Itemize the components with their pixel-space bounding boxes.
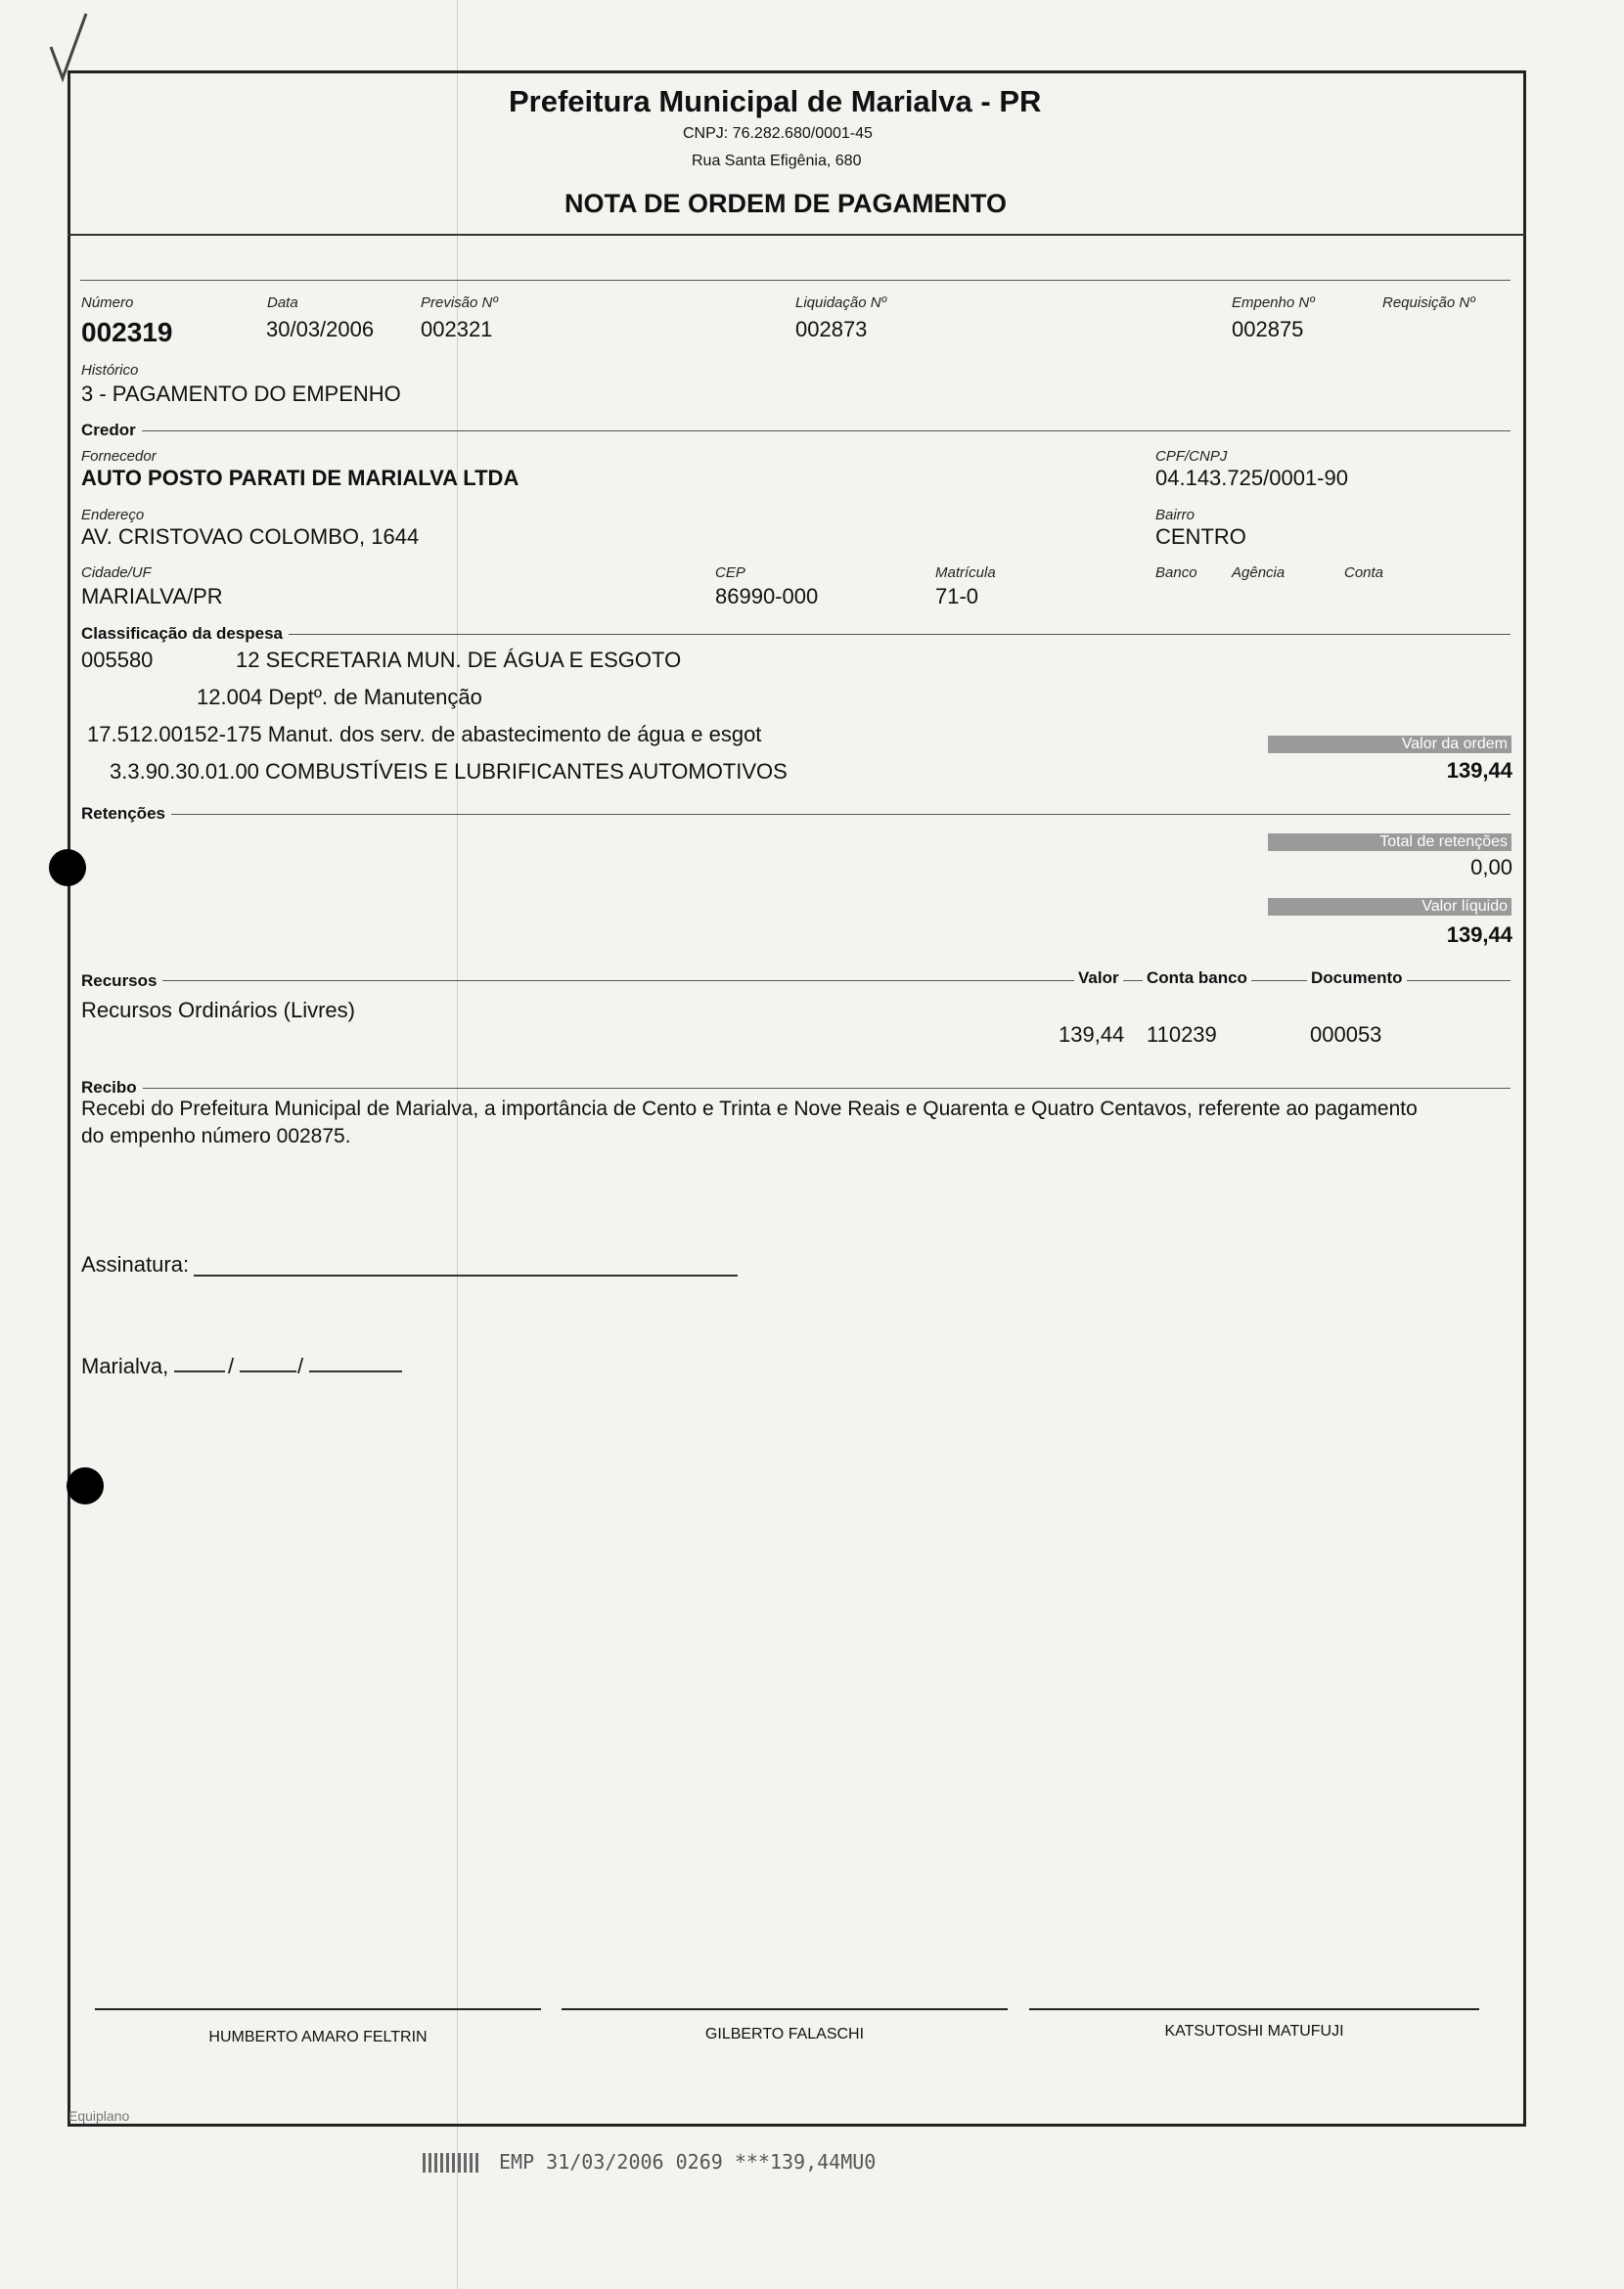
signature-name-3: KATSUTOSHI MATUFUJI bbox=[1164, 2023, 1344, 2040]
liquidacao-value: 002873 bbox=[795, 317, 868, 341]
classificacao-line bbox=[81, 634, 1511, 635]
classificacao-line2: 12.004 Deptº. de Manutenção bbox=[197, 685, 482, 709]
data-label: Data bbox=[267, 294, 298, 311]
empenho-label: Empenho Nº bbox=[1232, 294, 1315, 311]
signature-line-3 bbox=[1029, 2008, 1479, 2010]
stamp-barcode-icon bbox=[423, 2153, 481, 2173]
valor-liquido-value: 139,44 bbox=[1446, 922, 1512, 947]
recursos-item: Recursos Ordinários (Livres) bbox=[81, 998, 355, 1022]
equiplano-brand: Equiplano bbox=[68, 2108, 130, 2124]
cidade-label: Cidade/UF bbox=[81, 564, 152, 581]
cpf-value: 04.143.725/0001-90 bbox=[1155, 466, 1348, 490]
retencoes-line bbox=[81, 814, 1511, 815]
previsao-label: Previsão Nº bbox=[421, 294, 498, 311]
agencia-label: Agência bbox=[1232, 564, 1286, 581]
assinatura-line bbox=[194, 1275, 738, 1277]
recursos-documento: 000053 bbox=[1310, 1022, 1382, 1047]
page-title: Prefeitura Municipal de Marialva - PR bbox=[509, 84, 1042, 118]
retencoes-heading: Retenções bbox=[81, 804, 171, 824]
endereco-label: Endereço bbox=[81, 507, 145, 523]
cpf-label: CPF/CNPJ bbox=[1155, 448, 1228, 465]
assinatura-label: Assinatura: bbox=[81, 1252, 190, 1277]
previsao-value: 002321 bbox=[421, 317, 493, 341]
valor-ordem-value: 139,44 bbox=[1446, 758, 1512, 783]
bairro-value: CENTRO bbox=[1155, 524, 1246, 549]
date-slash-1: / bbox=[228, 1354, 235, 1378]
cnpj-text: CNPJ: 76.282.680/0001-45 bbox=[683, 125, 873, 142]
cep-value: 86990-000 bbox=[715, 584, 819, 608]
classificacao-code: 005580 bbox=[81, 648, 154, 672]
recursos-heading: Recursos bbox=[81, 971, 162, 991]
valor-liquido-label: Valor líquido bbox=[1268, 898, 1511, 916]
data-value: 30/03/2006 bbox=[266, 317, 375, 341]
recursos-documento-label: Documento bbox=[1307, 968, 1407, 988]
classificacao-line3: 17.512.00152-175 Manut. dos serv. de abastecimento de água e esgot bbox=[87, 722, 762, 746]
date-day-line bbox=[174, 1370, 225, 1372]
signature-name-1: HUMBERTO AMARO FELTRIN bbox=[208, 2029, 428, 2045]
recursos-valor: 139,44 bbox=[1059, 1022, 1125, 1047]
historico-label: Histórico bbox=[81, 362, 139, 379]
recursos-line bbox=[81, 980, 1511, 981]
recursos-conta-label: Conta banco bbox=[1143, 968, 1251, 988]
matricula-label: Matrícula bbox=[935, 564, 996, 581]
empenho-value: 002875 bbox=[1232, 317, 1304, 341]
classificacao-heading: Classificação da despesa bbox=[81, 624, 289, 644]
document-title: NOTA DE ORDEM DE PAGAMENTO bbox=[564, 189, 1008, 218]
punch-hole-top bbox=[49, 849, 86, 886]
ids-top-line bbox=[80, 280, 1511, 281]
cidade-value: MARIALVA/PR bbox=[81, 584, 223, 608]
cep-label: CEP bbox=[715, 564, 745, 581]
credor-heading: Credor bbox=[81, 421, 142, 440]
date-year-line bbox=[309, 1370, 402, 1372]
fornecedor-value: AUTO POSTO PARATI DE MARIALVA LTDA bbox=[81, 466, 519, 490]
numero-value: 002319 bbox=[81, 317, 173, 347]
payment-stamp: EMP 31/03/2006 0269 ***139,44MU0 bbox=[499, 2150, 877, 2174]
signature-name-2: GILBERTO FALASCHI bbox=[704, 2026, 865, 2042]
fornecedor-label: Fornecedor bbox=[81, 448, 157, 465]
recibo-line bbox=[81, 1088, 1511, 1089]
punch-hole-bottom bbox=[67, 1467, 104, 1504]
recibo-text-line2: do empenho número 002875. bbox=[81, 1125, 351, 1147]
recursos-valor-label: Valor bbox=[1074, 968, 1123, 988]
recursos-conta: 110239 bbox=[1147, 1022, 1217, 1047]
recibo-text-line1: Recebi do Prefeitura Municipal de Marialva, a importância de Cento e Trinta e Nove Reais e Quarenta e Quatro Centavos, referente ao pagamento bbox=[81, 1098, 1418, 1120]
date-month-line bbox=[240, 1370, 296, 1372]
valor-ordem-label: Valor da ordem bbox=[1268, 736, 1511, 753]
date-slash-2: / bbox=[297, 1354, 304, 1378]
signature-line-2 bbox=[562, 2008, 1008, 2010]
total-retencoes-value: 0,00 bbox=[1470, 855, 1512, 879]
liquidacao-label: Liquidação Nº bbox=[795, 294, 887, 311]
matricula-value: 71-0 bbox=[935, 584, 979, 608]
signature-line-1 bbox=[95, 2008, 541, 2010]
local-date-label: Marialva, bbox=[81, 1354, 169, 1378]
bairro-label: Bairro bbox=[1155, 507, 1195, 523]
endereco-value: AV. CRISTOVAO COLOMBO, 1644 bbox=[81, 524, 420, 549]
requisicao-label: Requisição Nº bbox=[1382, 294, 1475, 311]
header-divider bbox=[68, 234, 1526, 236]
historico-value: 3 - PAGAMENTO DO EMPENHO bbox=[81, 382, 401, 406]
credor-line bbox=[81, 430, 1511, 431]
address-text: Rua Santa Efigênia, 680 bbox=[692, 153, 862, 169]
conta-label: Conta bbox=[1344, 564, 1384, 581]
classificacao-line4: 3.3.90.30.01.00 COMBUSTÍVEIS E LUBRIFICANTES AUTOMOTIVOS bbox=[110, 759, 788, 784]
total-retencoes-label: Total de retenções bbox=[1268, 833, 1511, 851]
recibo-heading: Recibo bbox=[81, 1078, 143, 1098]
banco-label: Banco bbox=[1155, 564, 1197, 581]
classificacao-line1: 12 SECRETARIA MUN. DE ÁGUA E ESGOTO bbox=[236, 648, 682, 672]
numero-label: Número bbox=[81, 294, 134, 311]
